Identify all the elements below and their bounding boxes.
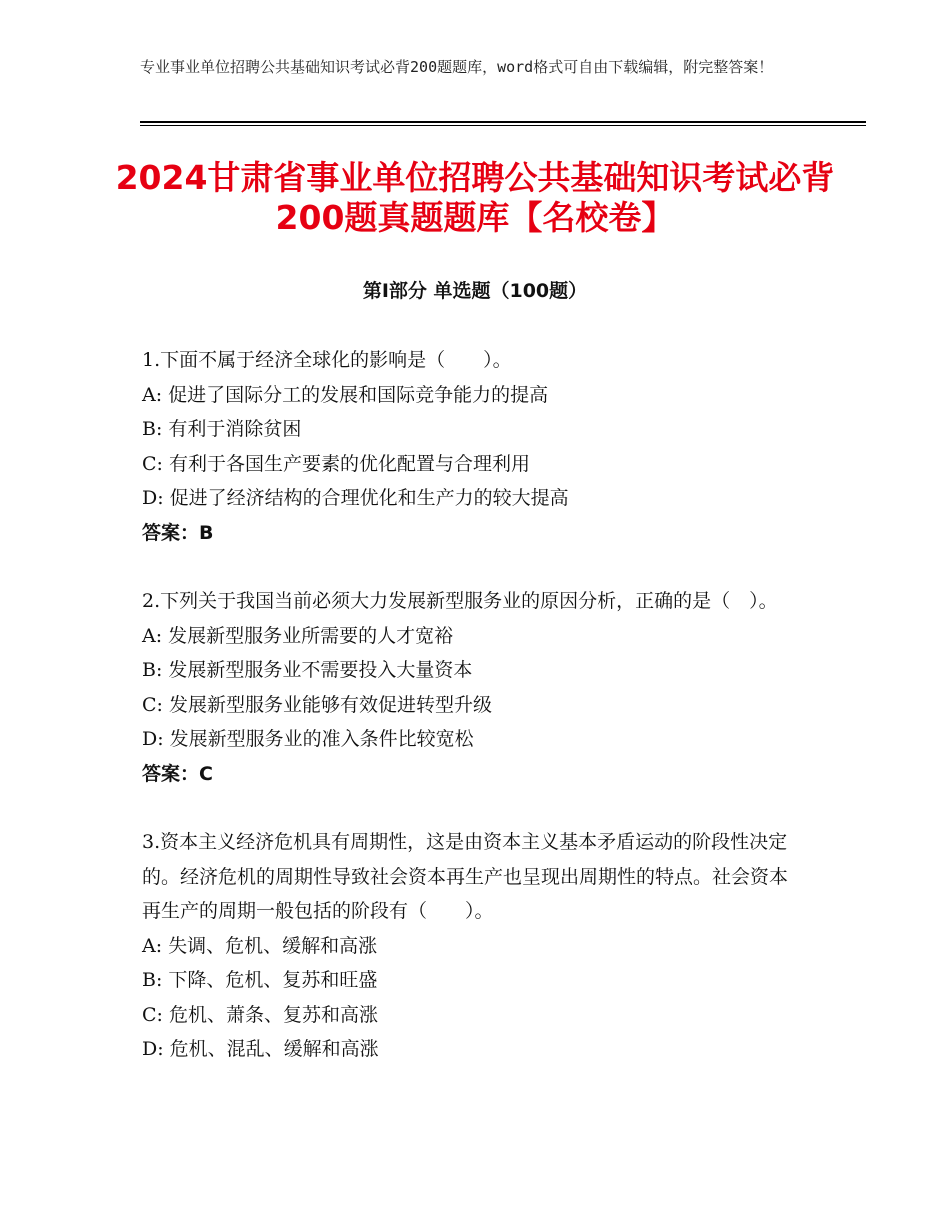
option-c: C: 危机、萧条、复苏和高涨: [142, 1003, 378, 1026]
option-d: D: 促进了经济结构的合理优化和生产力的较大提高: [142, 487, 569, 509]
header-note: 专业事业单位招聘公共基础知识考试必背200题题库，word格式可自由下载编辑，附完整答案！: [140, 58, 774, 76]
document-title: 2024甘肃省事业单位招聘公共基础知识考试必背200题真题题库【名校卷】: [115, 158, 835, 237]
option-c: C: 发展新型服务业能够有效促进转型升级: [142, 693, 492, 716]
header-rule-thick: [140, 121, 866, 123]
option-b: B: 发展新型服务业不需要投入大量资本: [142, 659, 473, 681]
question-3: [142, 825, 802, 1067]
option-b: B: 有利于消除贫困: [142, 418, 302, 440]
question-1: [142, 343, 802, 550]
option-a: A: 失调、危机、缓解和高涨: [142, 934, 378, 957]
option-d: D: 发展新型服务业的准入条件比较宽松: [142, 728, 474, 750]
option-a: A: 发展新型服务业所需要的人才宽裕: [142, 624, 454, 647]
option-b: B: 下降、危机、复苏和旺盛: [142, 969, 378, 991]
header-rule-thin: [140, 125, 866, 126]
question-2: [142, 584, 802, 791]
answer: 答案：B: [142, 521, 214, 544]
section-title: 第Ⅰ部分 单选题（100题）: [362, 280, 588, 302]
question-stem: 3.资本主义经济危机具有周期性，这是由资本主义基本矛盾运动的阶段性决定的。经济危机的周期性导致社会资本再生产也呈现出周期性的特点。社会资本再生产的周期一般包括的阶段有（ ）。: [142, 831, 789, 922]
question-stem: 2.下列关于我国当前必须大力发展新型服务业的原因分析，正确的是（ ）。: [142, 590, 778, 612]
option-d: D: 危机、混乱、缓解和高涨: [142, 1038, 379, 1060]
option-c: C: 有利于各国生产要素的优化配置与合理利用: [142, 452, 530, 475]
answer: 答案：C: [142, 762, 213, 785]
question-stem: 1.下面不属于经济全球化的影响是（ ）。: [142, 349, 512, 371]
option-a: A: 促进了国际分工的发展和国际竞争能力的提高: [142, 383, 549, 406]
question-list: [142, 343, 802, 1101]
